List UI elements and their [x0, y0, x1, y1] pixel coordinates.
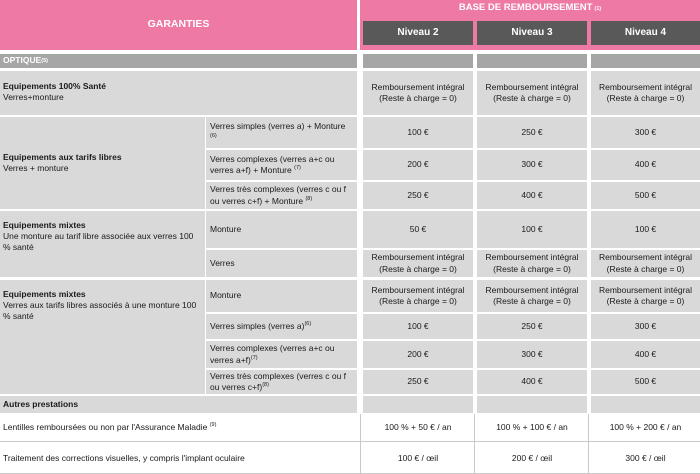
- mixtes1-verres: Verres: [206, 250, 357, 277]
- row-equipements-100-sante: Equipements 100% Santé Verres+monture: [0, 71, 357, 115]
- level-3-header: Niveau 3: [477, 21, 587, 45]
- guarantee-table: GARANTIES BASE DE REMBOURSEMENT (1) Niveau 2 Niveau 3 Niveau 4 OPTIQUE (5) Equipements 100% Santé Verres+monture Remboursement intégral (Reste à charge = 0) Remboursement intégral (Reste à charge = 0) Remboursement intégral (Reste à charge = 0) Equipements aux tarifs libres Verres + monture Verres simples (verres a) + Monture $^{(6)}$ 100 € 250 € 300 € Verres complexes (verres a+c ou verres a+f) + Monture $^{(7)}$ 200 € 300 € 400 € Verres très complexes (verres c ou f ou verres c+f) + Monture $^{(8)}$ 250 € 400 € 500 € Equipements mixtes Une monture au tarif libre associée aux verres 100 % santé Monture 50 € 100 € 100 € Verres Remboursement intégral (Reste à charge = 0) Remboursement intégral (Reste à charge = 0) Remboursement intégral (Reste à charge = 0) Equipements mixtes Verres aux tarifs libres associés à une monture 100 % santé Monture Remboursement intégral (Reste à charge = 0) Remboursement intégral (Reste à charge = 0) Remboursement intégral (Reste à charge = 0) Verres simples (verres a)$^{(6)}$ 100 € 250 € 300 € Verres complexes (verres a+c ou verres a+f)$^{(7)}$ 200 € 300 € 400 € Verres très complexes (verres c ou f ou verres c+f)$^{(8)}$ 250 € 400 € 500 € Autres prestations Lentilles remboursées ou non par l'Assurance Maladie $^{(9)}$ 100 % + 50 € / an 100 % + 100 € / an 100 % + 200 € / an Traitement des corrections visuelles, y compris l'implant oculaire 100 € / œil 200 € / œil 300 € / œil: [0, 0, 700, 474]
- cell-eq100-niveau2: Remboursement intégral (Reste à charge = 0): [363, 71, 473, 115]
- mixtes2-monture: Monture: [206, 280, 357, 312]
- row-equipements-mixtes-2: Equipements mixtes Verres aux tarifs libres associés à une monture 100 % santé: [0, 280, 205, 394]
- row-equipements-mixtes-1: Equipements mixtes Une monture au tarif libre associée aux verres 100 % santé: [0, 211, 205, 277]
- level-4-header: Niveau 4: [591, 21, 700, 45]
- section-optique: OPTIQUE (5): [0, 54, 357, 68]
- base-label: BASE DE REMBOURSEMENT: [458, 2, 593, 14]
- cell-eq100-niveau3: Remboursement intégral (Reste à charge = 0): [477, 71, 587, 115]
- garanties-label: GARANTIES: [147, 18, 210, 31]
- garanties-header: [0, 0, 357, 50]
- mixtes1-monture: Monture: [206, 211, 357, 248]
- tarifs-libres-verres-tres-complexes: Verres très complexes (verres c ou f ou verres c+f) + Monture $^{(8)}$: [206, 182, 357, 209]
- tarifs-libres-verres-complexes: Verres complexes (verres a+c ou verres a+f) + Monture $^{(7)}$: [206, 150, 357, 180]
- row-traitement: Traitement des corrections visuelles, y compris l'implant oculaire: [0, 443, 357, 474]
- row-equipements-tarifs-libres: Equipements aux tarifs libres Verres + monture: [0, 117, 205, 209]
- level-2-header: Niveau 2: [363, 21, 473, 45]
- mixtes2-verres-tres-complexes: Verres très complexes (verres c ou f ou verres c+f)$^{(8)}$: [206, 370, 357, 394]
- row-lentilles: Lentilles remboursées ou non par l'Assurance Maladie $^{(9)}$: [0, 414, 357, 441]
- tarifs-libres-verres-simples: Verres simples (verres a) + Monture $^{(6)}$: [206, 117, 357, 148]
- cell-eq100-niveau4: Remboursement intégral (Reste à charge = 0): [591, 71, 700, 115]
- base-header: BASE DE REMBOURSEMENT (1): [360, 0, 700, 17]
- mixtes2-verres-complexes: Verres complexes (verres a+c ou verres a+f)$^{(7)}$: [206, 341, 357, 368]
- row-autres-prestations: Autres prestations: [0, 396, 357, 413]
- mixtes2-verres-simples: Verres simples (verres a)$^{(6)}$: [206, 314, 357, 339]
